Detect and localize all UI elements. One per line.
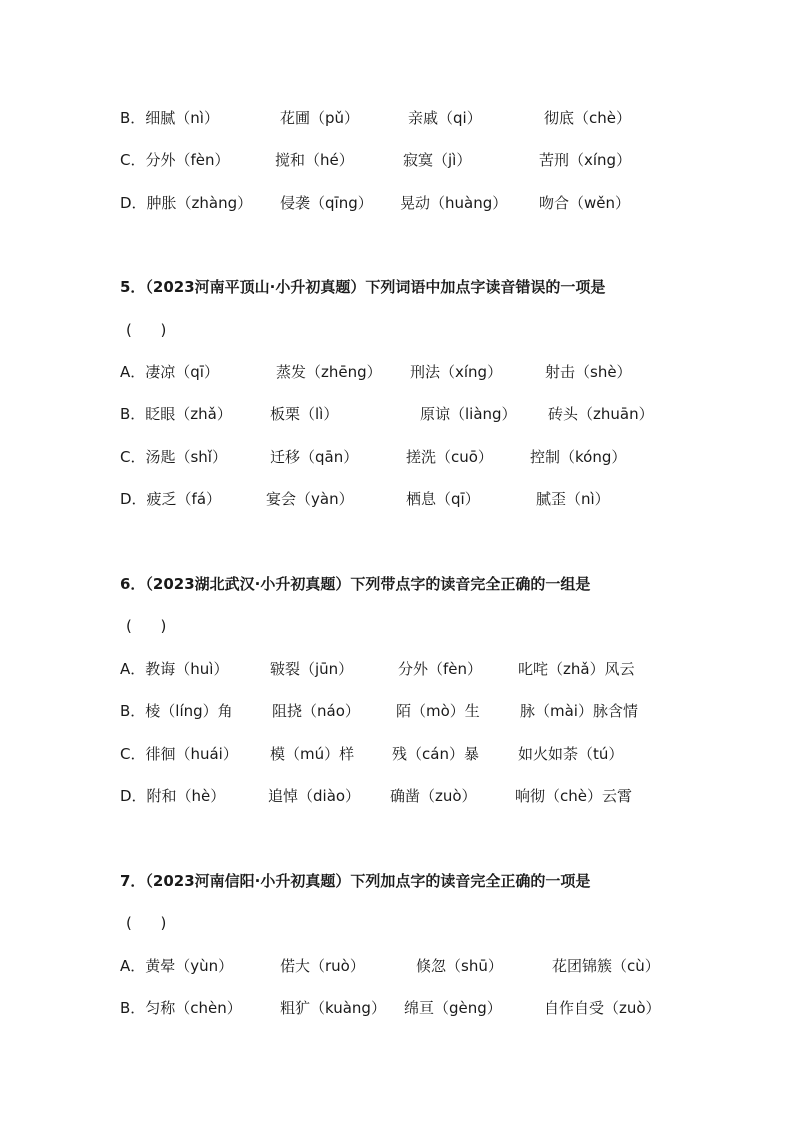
q6-option-d: D．附和（hè） 追悼（diào） 确凿（zuò） 响彻（chè）云霄 <box>120 787 632 805</box>
q6-option-c: C．徘徊（huái） 模（mú）样 残（cán）暴 如火如荼（tú） <box>120 745 624 763</box>
q5-stem: 5．（2023河南平顶山·小升初真题）下列词语中加点字读音错误的一项是 <box>120 278 606 296</box>
q4-option-b: B．细腻（nì） 花圃（pǔ） 亲戚（qi） 彻底（chè） <box>120 109 631 127</box>
q5-answer-paren: ( ) <box>126 321 167 339</box>
q5-option-b: B．眨眼（zhǎ） 板栗（lì） 原谅（liàng） 砖头（zhuān） <box>120 405 654 423</box>
q6-option-b: B．棱（líng）角 阻挠（náo） 陌（mò）生 脉（mài）脉含情 <box>120 702 638 720</box>
q7-stem: 7．（2023河南信阳·小升初真题）下列加点字的读音完全正确的一项是 <box>120 872 591 890</box>
q6-option-a: A．教诲（huì） 皲裂（jūn） 分外（fèn） 叱咤（zhǎ）风云 <box>120 660 635 678</box>
q4-option-d: D．肿胀（zhàng） 侵袭（qīng） 晃动（huàng） 吻合（wěn） <box>120 194 631 212</box>
q7-option-b: B．匀称（chèn） 粗犷（kuàng） 绵亘（gèng） 自作自受（zuò） <box>120 999 661 1017</box>
q7-answer-paren: ( ) <box>126 914 167 932</box>
q5-option-c: C．汤匙（shǐ） 迁移（qān） 搓洗（cuō） 控制（kóng） <box>120 448 627 466</box>
q4-option-c: C．分外（fèn） 搅和（hé） 寂寞（jì） 苦刑（xíng） <box>120 151 632 169</box>
q6-answer-paren: ( ) <box>126 617 167 635</box>
q5-option-d: D．疲乏（fá） 宴会（yàn） 栖息（qī） 腻歪（nì） <box>120 490 610 508</box>
q7-option-a: A．黄晕（yùn） 偌大（ruò） 倏忽（shū） 花团锦簇（cù） <box>120 957 660 975</box>
q6-stem: 6．（2023湖北武汉·小升初真题）下列带点字的读音完全正确的一组是 <box>120 575 591 593</box>
q5-option-a: A．凄凉（qī） 蒸发（zhēng） 刑法（xíng） 射击（shè） <box>120 363 632 381</box>
